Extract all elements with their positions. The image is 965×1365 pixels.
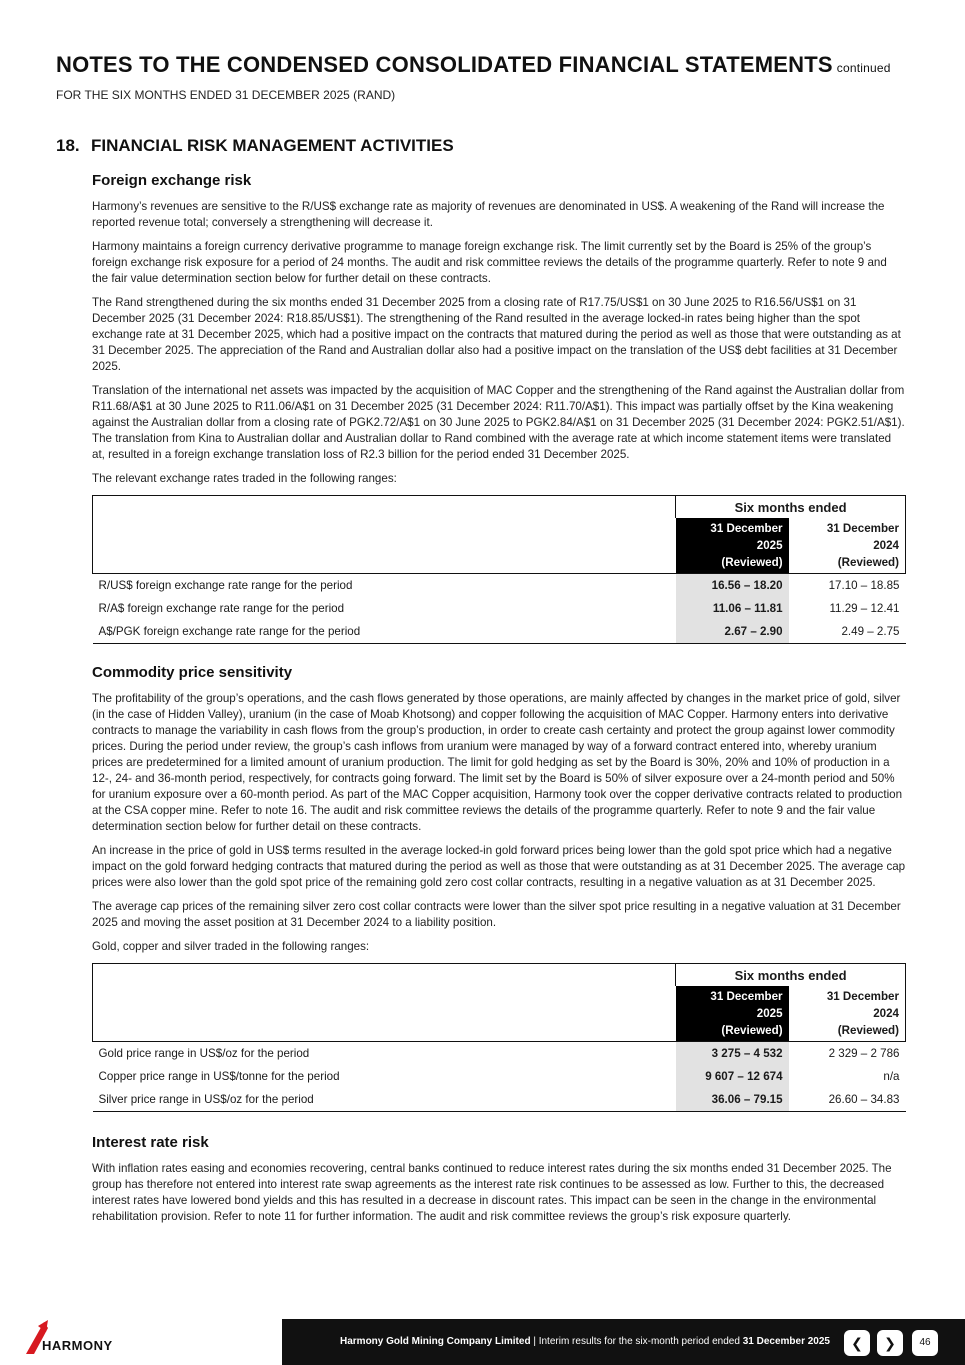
- fx-rates-table: [92, 495, 906, 644]
- previous-page-button[interactable]: ❮: [844, 1330, 870, 1356]
- row-value-2025: 11.06 – 11.81: [676, 597, 789, 620]
- table-row: [93, 620, 906, 644]
- interest-paragraph-1: With inflation rates easing and economies recovering, central banks continued to reduce interest rates during the six months ended 31 December 2025. The group has therefore not entered into interest rate swap agreements as the interest rate risk continues to be assessed as low. Further to this, the decreased interest rates have lowered bond yields and this has resulted in a decrease in discount rates. This impact can be seen in the change in the environmental rehabilitation provision. Refer to note 11 for further information. The audit and risk committee reviews the group’s risk exposure quarterly.: [92, 1162, 892, 1223]
- table-group-header: Six months ended: [676, 496, 906, 519]
- section-content: [92, 172, 906, 1233]
- row-value-2025: 36.06 – 79.15: [676, 1088, 789, 1112]
- section-title-text: FINANCIAL RISK MANAGEMENT ACTIVITIES: [91, 136, 454, 155]
- row-value-2025: 2.67 – 2.90: [676, 620, 789, 644]
- table-row: [93, 597, 906, 620]
- footer-bar: [282, 1319, 965, 1365]
- row-value-2024: 17.10 – 18.85: [828, 579, 900, 592]
- row-value-2025: 3 275 – 4 532: [676, 1042, 789, 1066]
- row-value-2024: 2 329 – 2 786: [828, 1047, 900, 1060]
- commodity-paragraph-2: An increase in the price of gold in US$ terms resulted in the average locked-in gold forward prices being lower than the gold spot price which had a negative impact on the gold forward hedging contracts that matured during the period as well as those that were outstanding as at 31 December 2025. The average cap prices were also lower than the gold spot price of the remaining gold zero cost collar contracts, resulting in a negative valuation as at 31 December 2025.: [92, 844, 906, 889]
- table-row: [93, 1042, 906, 1066]
- fx-paragraph-5: The relevant exchange rates traded in the following ranges:: [92, 472, 397, 485]
- fx-paragraph-1: Harmony’s revenues are sensitive to the R/US$ exchange rate as majority of revenues are denominated in US$. A weakening of the Rand will increase the reported revenue total; conversely a strengthening will decrease it.: [92, 200, 885, 229]
- commodity-paragraph-4: Gold, copper and silver traded in the following ranges:: [92, 940, 370, 953]
- fx-heading: Foreign exchange risk: [92, 172, 252, 189]
- harmony-logo-text: HARMONY: [42, 1338, 113, 1353]
- table-col-header-2024: 31 December 2024 (Reviewed): [789, 986, 906, 1042]
- footer-text: [340, 1336, 830, 1347]
- footer-period: 31 December 2025: [742, 1336, 830, 1347]
- row-value-2024: 2.49 – 2.75: [789, 620, 906, 644]
- footer-report: Interim results for the six-month period ended: [538, 1336, 743, 1347]
- row-label: R/A$ foreign exchange rate range for the period: [98, 602, 345, 615]
- interest-heading: Interest rate risk: [92, 1134, 209, 1151]
- table-col-header-2025: 31 December 2025 (Reviewed): [676, 986, 789, 1042]
- row-label: Copper price range in US$/tonne for the period: [98, 1070, 340, 1083]
- row-label: R/US$ foreign exchange rate range for the period: [98, 579, 353, 592]
- continued-label: continued: [836, 61, 891, 75]
- page-subtitle: FOR THE SIX MONTHS ENDED 31 DECEMBER 2025 (RAND): [56, 88, 396, 102]
- commodity-paragraph-3: The average cap prices of the remaining silver zero cost collar contracts were lower than the silver spot price resulting in a negative valuation at 31 December 2025 and moving the asset position at 31 December 2024 to a liability position.: [92, 900, 901, 929]
- row-value-2024: 26.60 – 34.83: [789, 1088, 906, 1112]
- next-page-button[interactable]: ❯: [877, 1330, 903, 1356]
- commodity-paragraph-1: The profitability of the group’s operations, and the cash flows generated by those operations, are mainly affected by changes in the market price of gold, silver (in the case of Hidden Valley), uranium (in the case of Moab Khotsong) and copper following the acquisition of MAC Copper. Harmony enters into derivative contracts to manage the variability in cash flows from the group’s production, in order to create cash certainty and protect the group against lower commodity prices. During the period under review, the group’s cash inflows from uranium were managed by way of a forward contract entered into, whereby uranium prices are predetermined for a limited amount of uranium production. The limit for gold hedging as set by the Board is 30%, 20% and 10% of production in a 12-, 24- and 36-month period, respectively, for contracts going forward. The limit set by the Board is 50% of silver exposure over a 24-month period and 50% for uranium exposure over a 60-month period. As part of the MAC Copper acquisition, Harmony took over the copper derivative contracts related to production at the CSA copper mine. Refer to note 16. The audit and risk committee reviews the details of the programme quarterly. Refer to note 9 and the fair value determination section below for further detail on these contracts.: [92, 692, 903, 833]
- table-group-header: Six months ended: [676, 964, 906, 987]
- section-number: 18.: [56, 136, 80, 155]
- footer-company: Harmony Gold Mining Company Limited: [340, 1336, 531, 1347]
- row-value-2024: n/a: [883, 1070, 900, 1083]
- table-col-header-2024: 31 December 2024 (Reviewed): [789, 518, 906, 574]
- page-title: [56, 52, 891, 78]
- fx-paragraph-3: The Rand strengthened during the six months ended 31 December 2025 from a closing rate of R17.75/US$1 on 30 June 2025 to R16.56/US$1 on 31 December 2025 (31 December 2024: R18.85/US$1). The strengthening of the Rand resulted in the average locked-in rates being higher than the spot exchange rate at 31 December 2025, which had a positive impact on the contracts that matured during the period as well as those that were outstanding as at 31 December 2025. The appreciation of the Rand and Australian dollar also had a positive impact on the translation of the US$ debt facilities at 31 December 2025.: [92, 296, 901, 373]
- fx-paragraph-4: Translation of the international net assets was impacted by the acquisition of MAC Copper and the strengthening of the Rand against the Australian dollar from R11.68/A$1 at 30 June 2025 to R11.06/A$1 on 31 December 2025 (31 December 2024: R11.70/A$1). This impact was partially offset by the Kina weakening against the Australian dollar from a closing rate of PGK2.72/A$1 on 30 June 2025 to PGK2.84/A$1 on 31 December 2025 (31 December 2024: PGK2.51/A$1). The translation from Kina to Australian dollar and Australian dollar to Rand combined with the average rate at which income statement items were translated at, resulted in a foreign exchange translation loss of R2.3 billion for the period ended 31 December 2025.: [92, 384, 905, 461]
- section-title: [56, 136, 454, 156]
- row-value-2025: 16.56 – 18.20: [676, 574, 789, 598]
- row-value-2025: 9 607 – 12 674: [676, 1065, 789, 1088]
- table-col-header-2025: 31 December 2025 (Reviewed): [676, 518, 789, 574]
- row-value-2024: 11.29 – 12.41: [829, 602, 900, 615]
- row-label: Silver price range in US$/oz for the period: [93, 1088, 676, 1112]
- row-label: A$/PGK foreign exchange rate range for the period: [93, 620, 676, 644]
- table-row: [93, 1088, 906, 1112]
- fx-paragraph-2: Harmony maintains a foreign currency derivative programme to manage foreign exchange risk. The limit currently set by the Board is 25% of the group’s foreign exchange risk exposure for a period of 24 months. The audit and risk committee reviews the details of the programme quarterly. Refer to note 9 and the fair value determination section below for further detail on these contracts.: [92, 240, 887, 285]
- commodity-prices-table: [92, 963, 906, 1112]
- commodity-heading: Commodity price sensitivity: [92, 664, 293, 681]
- page-title-text: NOTES TO THE CONDENSED CONSOLIDATED FINANCIAL STATEMENTS: [56, 52, 833, 77]
- row-label: Gold price range in US$/oz for the period: [98, 1047, 310, 1060]
- footer-separator: |: [530, 1336, 539, 1347]
- table-row: [93, 574, 906, 598]
- table-row: [93, 1065, 906, 1088]
- page-number: 46: [912, 1330, 938, 1356]
